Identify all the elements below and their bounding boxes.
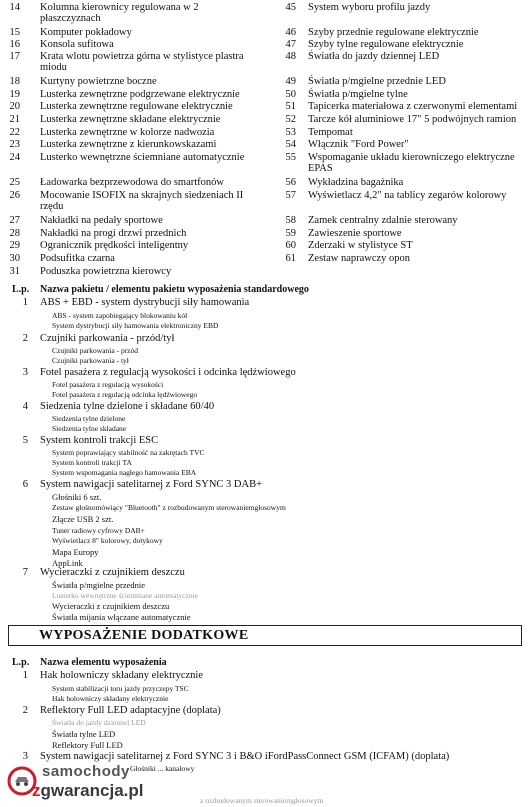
item-number: 58 bbox=[285, 215, 296, 226]
package-title: Siedzenia tylne dzielone i składane 60/40 bbox=[40, 401, 215, 412]
package-number: 6 bbox=[22, 479, 28, 490]
package-title: Czujniki parkowania - przód/tył bbox=[40, 333, 175, 344]
extra-item-title: Hak holowniczy składany elektrycznie bbox=[40, 670, 203, 681]
item-number: 16 bbox=[9, 39, 20, 50]
item-text: Mocowanie ISOFIX na skrajnych siedzeniach II rzędu bbox=[40, 190, 244, 212]
item-text: Wyświetlacz 4,2" na tablicy zegarów kolorowy bbox=[308, 190, 507, 201]
extra-item-title: System nawigacji satelitarnej z Ford SYNC 3 i B&O iFordPassConnect GSM (ICFAM) (doplata) bbox=[40, 751, 450, 762]
item-number: 55 bbox=[285, 152, 296, 163]
package-number: 7 bbox=[22, 567, 28, 578]
item-number: 21 bbox=[9, 114, 20, 125]
package-sub-item: System wspomagania nagłego hamowania EBA bbox=[52, 468, 197, 477]
extra-sub-item: Hak holowniczy składany elektrycznie bbox=[52, 694, 169, 703]
item-number: 48 bbox=[285, 51, 296, 62]
package-title: System nawigacji satelitarnej z Ford SYNC 3 DAB+ bbox=[40, 479, 263, 490]
extra-sub-item: System stabilizacji toru jazdy przyczepy TSC bbox=[52, 684, 189, 693]
package-sub-item: Tuner radiowy cyfrowy DAB+ bbox=[52, 526, 145, 535]
package-title: System kontroli trakcji ESC bbox=[40, 435, 159, 446]
package-sub-item: Fotel pasażera z regulacją wysokości bbox=[52, 380, 164, 389]
item-text: Tapicerka materiałowa z czerwonymi elementami bbox=[308, 101, 518, 112]
item-text: Ogranicznik prędkości inteligentny bbox=[40, 240, 189, 251]
item-text: Zamek centralny zdalnie sterowany bbox=[308, 215, 458, 226]
extra-item-number: 1 bbox=[22, 670, 28, 681]
item-number: 47 bbox=[285, 39, 296, 50]
logo-rest: gwarancja.pl bbox=[40, 781, 144, 800]
item-number: 49 bbox=[285, 76, 296, 87]
extra-item-title: Reflektory Full LED adaptacyjne (doplata) bbox=[40, 705, 221, 716]
logo-text-top: samochody bbox=[42, 763, 130, 780]
item-text: Zawieszenie sportowe bbox=[308, 228, 402, 239]
package-sub-item: Wycieraczki z czujnikiem deszczu bbox=[52, 601, 170, 611]
package-title: ABS + EBD - system dystrybucji siły hamowania bbox=[40, 297, 250, 308]
item-text: Ładowarka bezprzewodowa do smartfonów bbox=[40, 177, 224, 188]
item-text: Wspomaganie układu kierowniczego elektryczne EPAS bbox=[308, 152, 515, 174]
std-package-header: Nazwa pakietu / elementu pakietu wyposażenia standardowego bbox=[40, 284, 309, 295]
extra-equipment-section-title bbox=[8, 625, 522, 646]
item-text: Szyby tylne regulowane elektrycznie bbox=[308, 39, 464, 50]
package-sub-item: System dystrybucji siły hamowania elektroniczny EBD bbox=[52, 321, 219, 330]
package-sub-item: Głośniki 6 szt. bbox=[52, 492, 102, 502]
package-sub-item: Światła p/mgielne przednie bbox=[52, 580, 145, 590]
item-number: 50 bbox=[285, 89, 296, 100]
item-number: 51 bbox=[285, 101, 296, 112]
item-text: Krata wlotu powietrza górna w stylistyce plastra miodu bbox=[40, 51, 244, 73]
item-number: 15 bbox=[9, 27, 20, 38]
item-text: Konsola sufitowa bbox=[40, 39, 114, 50]
item-number: 31 bbox=[9, 266, 20, 277]
logo-z: z bbox=[32, 781, 41, 800]
item-number: 14 bbox=[9, 2, 20, 13]
item-text: Podsufitka czarna bbox=[40, 253, 115, 264]
item-number: 29 bbox=[9, 240, 20, 251]
item-text: Nakładki na progi drzwi przednich bbox=[40, 228, 187, 239]
package-sub-item: Fotel pasażera z regulacją odcinka lędźwiowego bbox=[52, 390, 198, 399]
item-number: 23 bbox=[9, 139, 20, 150]
column-lp-header: L.p. bbox=[12, 284, 30, 295]
package-title: Fotel pasażera z regulacją wysokości i odcinka lędźwiowego bbox=[40, 367, 296, 378]
package-sub-item: Światła mijania włączane automatycznie bbox=[52, 612, 191, 622]
package-sub-item: Zestaw głośnomówiący "Bluetooth" z rozbudowanym sterowaniemgłosowym bbox=[52, 503, 286, 512]
item-text: Tempomat bbox=[308, 127, 353, 138]
item-text: Tarcze kół aluminiowe 17" 5 podwójnych ramion bbox=[308, 114, 517, 125]
extra-sub-item: Głośniki ... kanałowy bbox=[130, 764, 195, 773]
item-text: Wykładzina bagażnika bbox=[308, 177, 404, 188]
item-text: Włącznik "Ford Power" bbox=[308, 139, 409, 150]
item-text: Komputer pokładowy bbox=[40, 27, 132, 38]
extra-item-header: Nazwa elementu wyposażenia bbox=[40, 657, 167, 668]
item-number: 60 bbox=[285, 240, 296, 251]
item-number: 45 bbox=[285, 2, 296, 13]
item-text: Nakładki na pedały sportowe bbox=[40, 215, 163, 226]
item-number: 27 bbox=[9, 215, 20, 226]
item-number: 17 bbox=[9, 51, 20, 62]
item-number: 46 bbox=[285, 27, 296, 38]
item-text: Kurtyny powietrzne boczne bbox=[40, 76, 157, 87]
item-number: 30 bbox=[9, 253, 20, 264]
item-number: 57 bbox=[285, 190, 296, 201]
package-number: 1 bbox=[22, 297, 28, 308]
item-text: Lusterka zewnętrzne w kolorze nadwozia bbox=[40, 127, 215, 138]
item-text: Poduszka powietrzna kierowcy bbox=[40, 266, 172, 277]
item-text: Lusterka zewnętrzne regulowane elektrycznie bbox=[40, 101, 233, 112]
package-title: Wycieraczki z czujnikiem deszczu bbox=[40, 567, 185, 578]
package-sub-item: System kontroli trakcji TA bbox=[52, 458, 132, 467]
package-sub-item: Wyświetlacz 8" kolorowy, dotykowy bbox=[52, 536, 163, 545]
item-number: 28 bbox=[9, 228, 20, 239]
item-text: Światła p/mgielne tylne bbox=[308, 89, 408, 100]
section-title-text: WYPOSAŻENIE DODATKOWE bbox=[39, 628, 249, 643]
package-number: 5 bbox=[22, 435, 28, 446]
extra-sub-item: Światła tylne LED bbox=[52, 729, 116, 739]
package-sub-item: Czujniki parkowania - przód bbox=[52, 346, 139, 355]
package-sub-item: Lusterko wewnętrzne ściemniane automatycznie bbox=[52, 591, 198, 600]
package-number: 2 bbox=[22, 333, 28, 344]
package-sub-item: AppLink bbox=[52, 558, 83, 568]
package-sub-item: Złącze USB 2 szt. bbox=[52, 514, 114, 524]
package-sub-item: System poprawiający stabilność na zakrętach TVC bbox=[52, 448, 205, 457]
item-number: 56 bbox=[285, 177, 296, 188]
site-logo bbox=[6, 763, 216, 803]
item-number: 54 bbox=[285, 139, 296, 150]
package-number: 4 bbox=[22, 401, 28, 412]
item-number: 59 bbox=[285, 228, 296, 239]
item-number: 20 bbox=[9, 101, 20, 112]
item-number: 18 bbox=[9, 76, 20, 87]
item-number: 52 bbox=[285, 114, 296, 125]
extra-item-number: 3 bbox=[22, 751, 28, 762]
item-text: Zderzaki w stylistyce ST bbox=[308, 240, 413, 251]
item-text: System wyboru profilu jazdy bbox=[308, 2, 431, 13]
item-text: Lusterka zewnętrzne składane elektrycznie bbox=[40, 114, 221, 125]
extra-item-number: 2 bbox=[22, 705, 28, 716]
item-text: Światła do jazdy dziennej LED bbox=[308, 51, 440, 62]
item-text: Lusterka zewnętrzne z kierunkowskazami bbox=[40, 139, 217, 150]
item-number: 61 bbox=[285, 253, 296, 264]
item-number: 53 bbox=[285, 127, 296, 138]
item-number: 25 bbox=[9, 177, 20, 188]
item-text: Lusterka zewnętrzne podgrzewane elektrycznie bbox=[40, 89, 240, 100]
package-sub-item: Czujniki parkowania - tył bbox=[52, 356, 129, 365]
package-number: 3 bbox=[22, 367, 28, 378]
extra-sub-item: Światła do jazdy dziennej LED bbox=[52, 718, 146, 727]
item-number: 26 bbox=[9, 190, 20, 201]
extra-sub-item: Reflektory Full LED bbox=[52, 740, 123, 750]
item-text: Szyby przednie regulowane elektrycznie bbox=[308, 27, 479, 38]
item-number: 22 bbox=[9, 127, 20, 138]
item-text: Zestaw naprawczy opon bbox=[308, 253, 411, 264]
column-lp-header: L.p. bbox=[12, 657, 30, 668]
logo-text-bottom bbox=[32, 781, 143, 801]
item-text: Światła p/mgielne przednie LED bbox=[308, 76, 446, 87]
item-number: 24 bbox=[9, 152, 20, 163]
package-sub-item: ABS - system zapobiegający blokowaniu kół bbox=[52, 311, 188, 320]
item-text: Kolumna kierownicy regulowana w 2 płaszczyznach bbox=[40, 2, 199, 24]
package-sub-item: Siedzenia tylne składane bbox=[52, 424, 127, 433]
item-text: Lusterko wewnętrzne ściemniane automatycznie bbox=[40, 152, 245, 163]
package-sub-item: Siedzenia tylne dzielone bbox=[52, 414, 126, 423]
package-sub-item: Mapa Europy bbox=[52, 547, 99, 557]
extra-sub-item: z rozbudowanym sterowaniemgłosowym bbox=[200, 796, 324, 805]
item-number: 19 bbox=[9, 89, 20, 100]
